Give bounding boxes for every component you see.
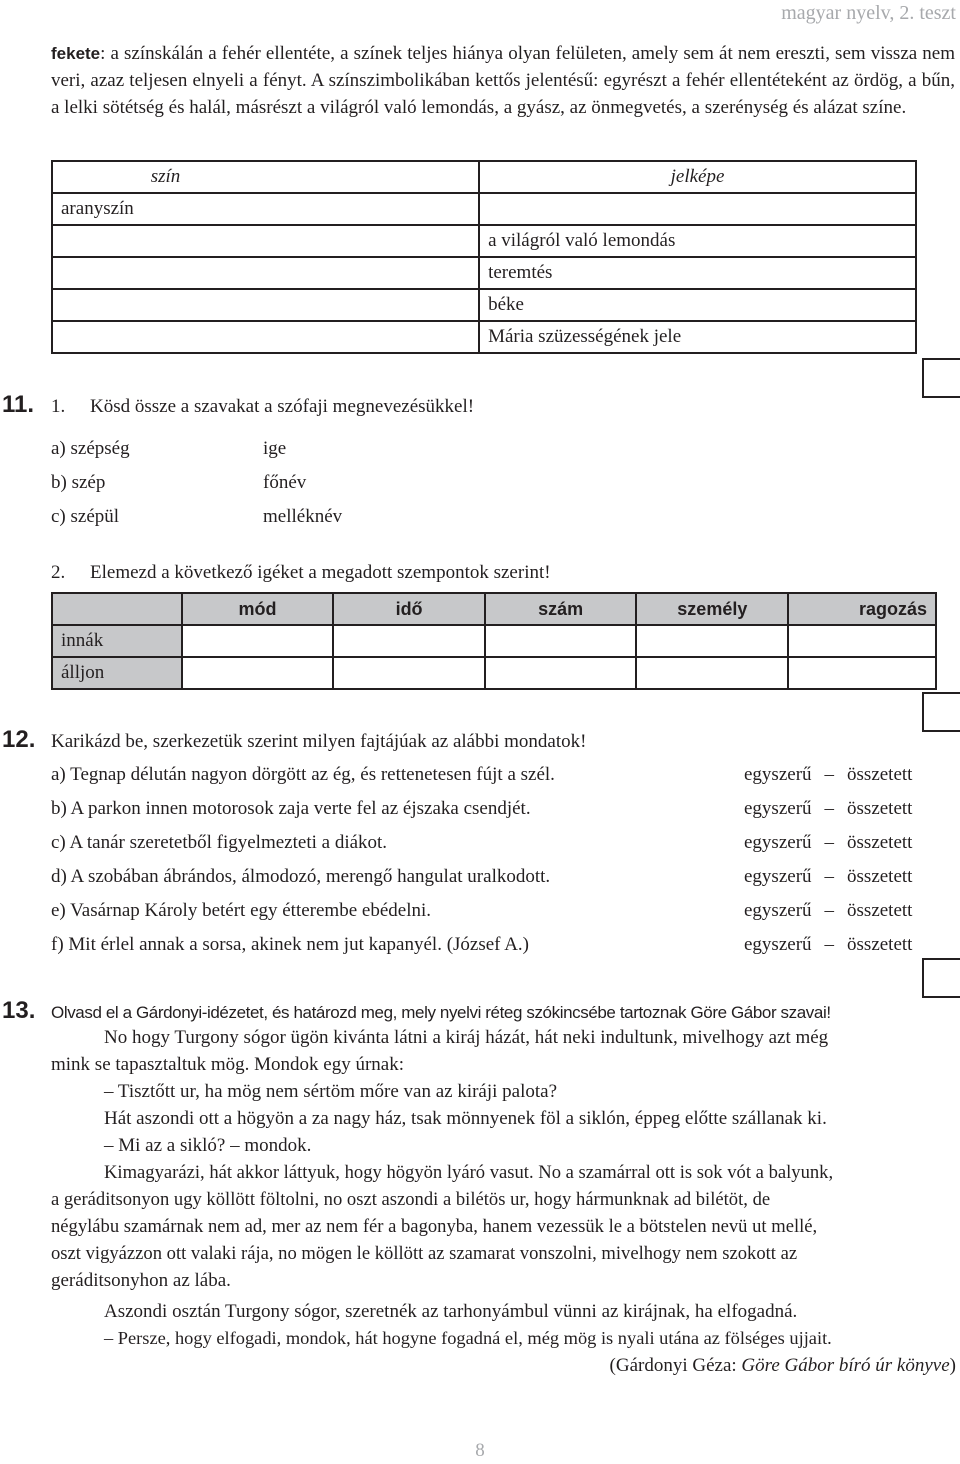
verb-table-header-tense: idő [333,593,485,625]
q13-text-line: Hát aszondi ott a högyön a za nagy ház, tsak mönnyenek föl a siklón, éppeg előtte szállanak ki. [104,1108,827,1129]
choice-dash: – [824,866,835,887]
choice-dash: – [824,798,835,819]
verb-table-cell[interactable] [485,625,637,657]
question-number-11: 11. [2,391,35,418]
q13-dialogue-line: – Persze, hogy elfogadi, mondok, hát hogyne fogadná el, még mög is nyali utána az fölséges ujjait. [104,1328,832,1348]
color-table-cell[interactable]: aranyszín [52,193,479,225]
q11-type-noun[interactable]: főnév [263,472,307,493]
choice-dash: – [824,764,835,785]
choice-dash: – [824,934,835,955]
choice-compound[interactable]: összetett [847,798,913,819]
verb-table-header-number: szám [485,593,637,625]
color-table-cell[interactable] [52,225,479,257]
choice-simple[interactable]: egyszerű [744,832,812,853]
q11-part2-text: Elemezd a következő igéket a megadott szempontok szerint! [90,562,551,583]
page-number: 8 [475,1440,485,1461]
q12-choice-row-d [744,866,912,888]
q13-text-line: oszt vigyázzon ott valaki rája, no mögen le köllött az szamarat vonszolni, mivelhogy nem szokott az [51,1243,798,1264]
score-box-11[interactable] [922,358,960,398]
q12-choice-row-a [744,764,912,786]
choice-simple[interactable]: egyszerű [744,764,812,785]
choice-compound[interactable]: összetett [847,866,913,887]
color-table-header-color: szín [52,161,479,193]
q11-word-a[interactable]: a) szépség [51,438,130,459]
q11-part2-label: 2. [51,562,66,583]
q12-sentence-e: e) Vasárnap Károly betért egy étterembe ebédelni. [51,900,431,921]
q11-word-b[interactable]: b) szép [51,472,106,493]
question-number-12: 12. [2,726,36,753]
verb-table-cell[interactable] [788,625,936,657]
q12-sentence-b: b) A parkon innen motorosok zaja verte fel az éjszaka csendjét. [51,798,531,819]
q13-source-title: Göre Gábor bíró úr könyve [741,1355,950,1376]
q13-text-line: No hogy Turgony sógor ügön kivánta látni a kiráj házát, hát neki indultunk, mivelhogy azt még [104,1027,829,1048]
q12-sentence-f: f) Mit érlel annak a sorsa, akinek nem jut kapanyél. (József A.) [51,934,530,955]
q12-choice-row-c [744,832,912,854]
score-box-13[interactable] [922,958,960,998]
color-table-cell[interactable] [52,289,479,321]
color-table [51,160,917,354]
q12-choice-row-b [744,798,912,820]
color-table-cell: Mária szüzességének jele [479,321,916,353]
intro-paragraph [51,40,955,121]
color-table-cell[interactable] [52,257,479,289]
q13-source-close: ) [949,1355,956,1376]
color-table-cell[interactable] [479,193,916,225]
q13-text-line: Aszondi osztán Turgony sógor, szeretnék az tarhonyámbul vünni az kirájnak, ha elfogadná. [104,1301,798,1322]
verb-table-header-person: személy [636,593,788,625]
verb-table-header-mood: mód [182,593,334,625]
q13-dialogue-line: – Tisztőtt ur, ha mög nem sértöm mőre van az kiráji palota? [104,1081,558,1102]
q13-text-line: a geráditsonyon ugy köllött föltolni, no oszt aszondi a bilétös ur, hogy hármunknak ad bilétöt, de [51,1189,771,1210]
q13-text-line: négylábu szamárnak nem ad, mer az nem fér a bagonyba, hanem vezessük le a bötstelen nevü ut mellé, [51,1216,818,1237]
q11-part1-text: Kösd össze a szavakat a szófaji megnevezésükkel! [90,396,475,417]
color-table-cell: béke [479,289,916,321]
verb-table-cell[interactable] [788,657,936,689]
choice-simple[interactable]: egyszerű [744,900,812,921]
page-header: magyar nyelv, 2. teszt [781,2,956,24]
q13-text-line: geráditsonyhon az lába. [51,1270,231,1291]
q13-instruction: Olvasd el a Gárdonyi-idézetet, és határozd meg, mely nyelvi réteg szókincsébe tartoznak Göre Gábor szavai! [51,1003,831,1022]
verb-analysis-table [51,592,937,690]
choice-dash: – [824,832,835,853]
verb-table-cell[interactable] [485,657,637,689]
q12-choice-row-e [744,900,912,922]
choice-compound[interactable]: összetett [847,764,913,785]
color-table-cell[interactable] [52,321,479,353]
q13-text-line: mink se tapasztaltuk mög. Mondok egy úrnak: [51,1054,405,1075]
verb-table-header-conjugation: ragozás [788,593,936,625]
color-table-cell: teremtés [479,257,916,289]
verb-table-cell[interactable] [182,625,334,657]
q13-dialogue-line: – Mi az a sikló? – mondok. [104,1135,312,1156]
q11-part1-label: 1. [51,396,66,417]
intro-term: fekete [51,44,101,63]
verb-table-cell[interactable] [333,657,485,689]
choice-simple[interactable]: egyszerű [744,934,812,955]
choice-simple[interactable]: egyszerű [744,866,812,887]
verb-table-corner [52,593,182,625]
q11-word-c[interactable]: c) szépül [51,506,120,527]
choice-compound[interactable]: összetett [847,934,913,955]
q11-type-verb[interactable]: ige [263,438,287,459]
q11-type-adjective[interactable]: melléknév [263,506,343,527]
choice-compound[interactable]: összetett [847,900,913,921]
color-table-cell: a világról való lemondás [479,225,916,257]
verb-table-cell[interactable] [333,625,485,657]
q12-instruction: Karikázd be, szerkezetük szerint milyen fajtájúak az alábbi mondatok! [51,731,587,752]
color-table-header-symbol: jelképe [479,161,916,193]
q13-source-author: (Gárdonyi Géza: [609,1355,742,1376]
intro-definition: : a színskálán a fehér ellentéte, a színek teljes hiánya olyan felületen, amely sem át nem ereszti, sem vissza nem veri, azaz teljesen elnyeli a fényt. A színszimbolikában kettős jelentésű: egyrészt a fehér ellentéteként az ördög, a bűn, a lelki sötétség és halál, másrészt a világról való lemondás, a gyász, az önmegvetés, a szerénység és alázat színe. [51,43,955,118]
verb-table-row-label: innák [52,625,182,657]
question-number-13: 13. [2,997,36,1024]
verb-table-cell[interactable] [182,657,334,689]
q12-sentence-a: a) Tegnap délután nagyon dörgött az ég, és rettenetesen fújt a szél. [51,764,555,785]
choice-compound[interactable]: összetett [847,832,913,853]
q13-text-line: Kimagyarázi, hát akkor láttyuk, hogy högyön lyáró vasut. No a szamárral ott is sok vót a balyunk, [104,1162,834,1183]
choice-simple[interactable]: egyszerű [744,798,812,819]
choice-dash: – [824,900,835,921]
q12-sentence-d: d) A szobában ábrándos, álmodozó, merengő hangulat uralkodott. [51,866,551,887]
verb-table-cell[interactable] [636,625,788,657]
verb-table-cell[interactable] [636,657,788,689]
score-box-12[interactable] [922,692,960,732]
verb-table-row-label: álljon [52,657,182,689]
q12-choice-row-f [744,934,912,956]
q12-sentence-c: c) A tanár szeretetből figyelmezteti a diákot. [51,832,388,853]
q13-source [610,1352,956,1379]
